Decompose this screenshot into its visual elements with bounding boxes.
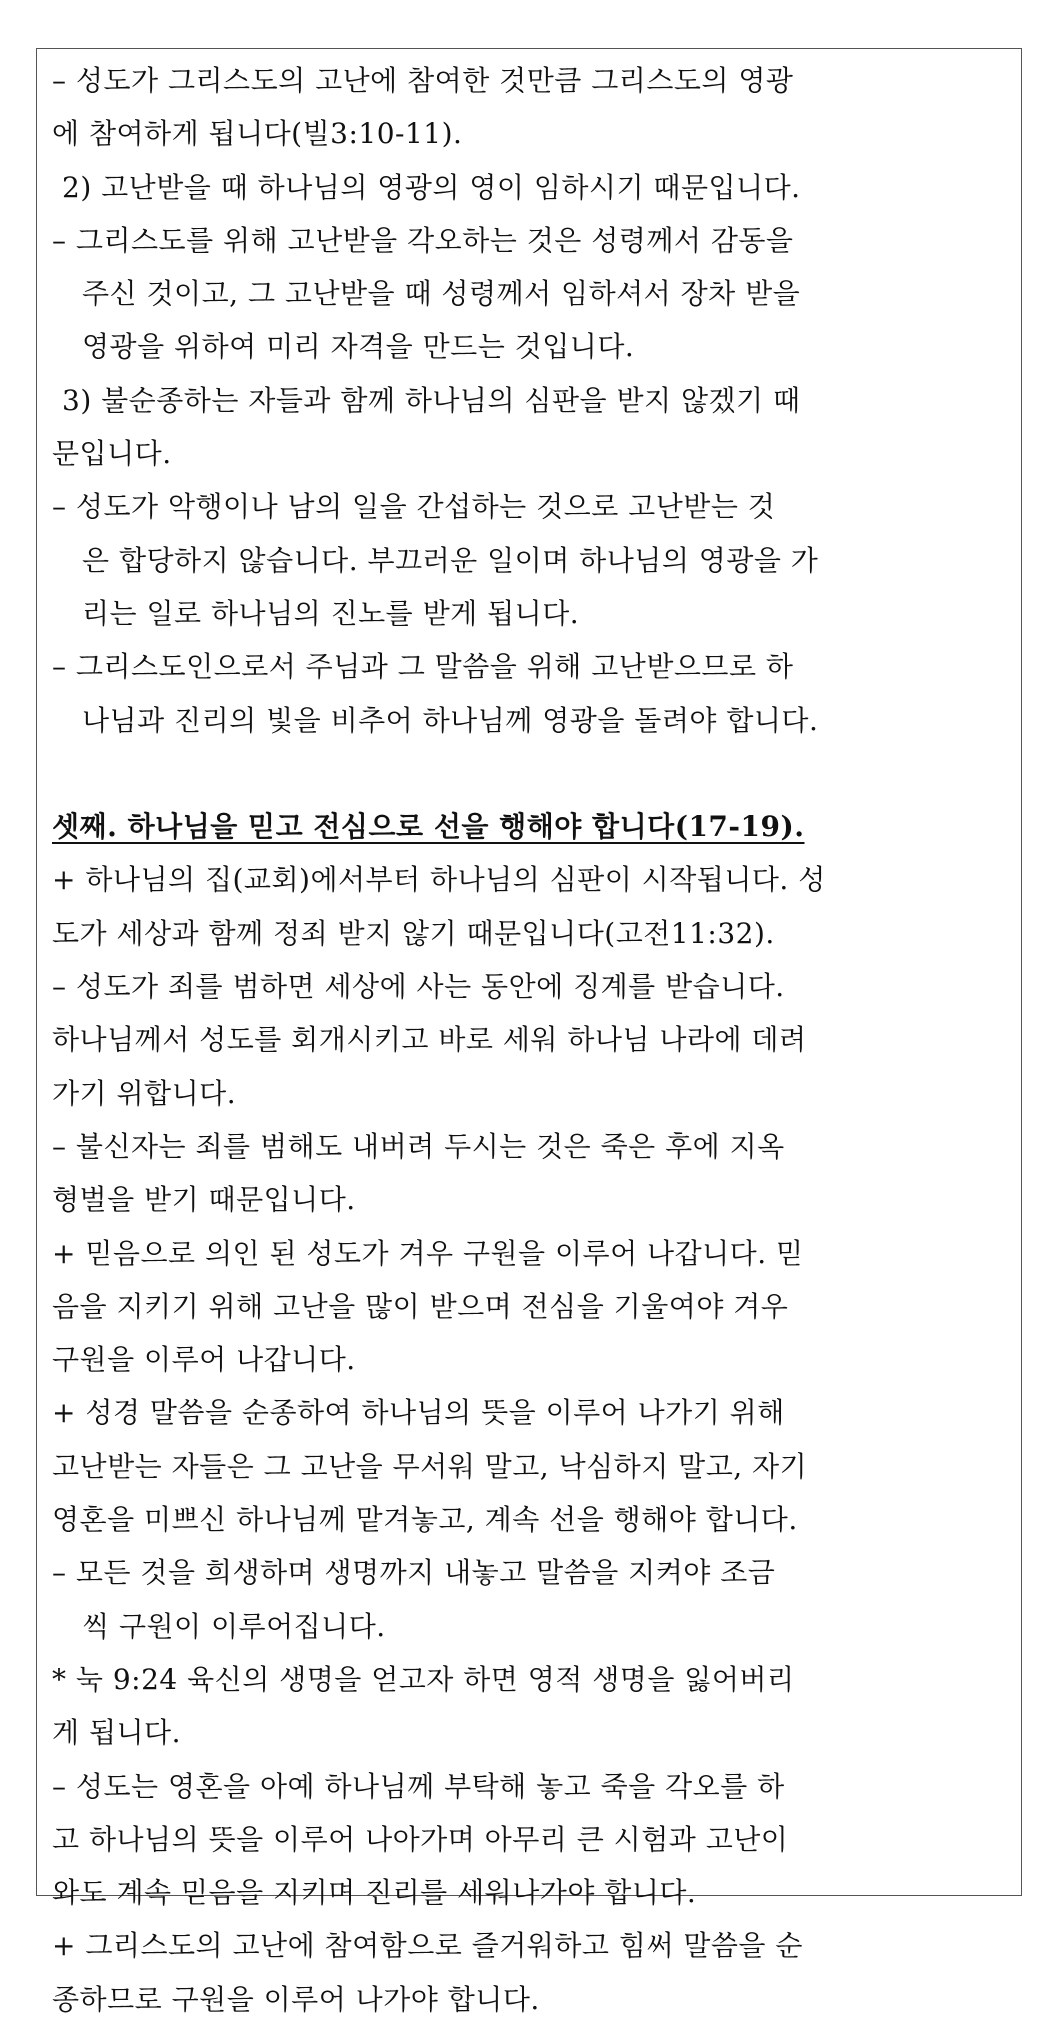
text-line: 구원을 이루어 나갑니다. bbox=[52, 1343, 356, 1377]
text-line: 종하므로 구원을 이루어 나가야 합니다. bbox=[52, 1982, 540, 2016]
text-line: 은 합당하지 않습니다. 부끄러운 일이며 하나님의 영광을 가 bbox=[82, 543, 819, 577]
section-heading: 셋째. 하나님을 믿고 전심으로 선을 행해야 합니다(17-19). bbox=[52, 810, 805, 844]
text-line: 영혼을 미쁘신 하나님께 맡겨놓고, 계속 선을 행해야 합니다. bbox=[52, 1503, 798, 1537]
text-line: 리는 일로 하나님의 진노를 받게 됩니다. bbox=[82, 596, 580, 630]
document-body bbox=[52, 54, 1004, 2026]
text-line: – 그리스도인으로서 주님과 그 말씀을 위해 고난받으므로 하 bbox=[52, 650, 794, 684]
text-line: 하나님께서 성도를 회개시키고 바로 세워 하나님 나라에 데려 bbox=[52, 1023, 807, 1057]
text-line: 3) 불순종하는 자들과 함께 하나님의 심판을 받지 않겠기 때 bbox=[62, 383, 801, 417]
text-line: 고난받는 자들은 그 고난을 무서워 말고, 낙심하지 말고, 자기 bbox=[52, 1449, 808, 1483]
text-line: + 믿음으로 의인 된 성도가 겨우 구원을 이루어 나갑니다. 믿 bbox=[52, 1236, 804, 1270]
text-line: + 그리스도의 고난에 참여함으로 즐거워하고 힘써 말씀을 순 bbox=[52, 1929, 803, 1963]
text-line: 주신 것이고, 그 고난받을 때 성령께서 임하셔서 장차 받을 bbox=[82, 277, 801, 311]
text-line: 2) 고난받을 때 하나님의 영광의 영이 임하시기 때문입니다. bbox=[62, 170, 801, 204]
text-line: – 모든 것을 희생하며 생명까지 내놓고 말씀을 지켜야 조금 bbox=[52, 1556, 776, 1590]
text-line: – 불신자는 죄를 범해도 내버려 두시는 것은 죽은 후에 지옥 bbox=[52, 1129, 785, 1163]
text-line: 나님과 진리의 빛을 비추어 하나님께 영광을 돌려야 합니다. bbox=[82, 703, 819, 737]
text-line: 에 참여하게 됩니다(빌3:10-11). bbox=[52, 117, 463, 151]
text-line: – 성도가 악행이나 남의 일을 간섭하는 것으로 고난받는 것 bbox=[52, 490, 776, 524]
text-line: 고 하나님의 뜻을 이루어 나아가며 아무리 큰 시험과 고난이 bbox=[52, 1822, 789, 1856]
text-line: * 눅 9:24 육신의 생명을 얻고자 하면 영적 생명을 잃어버리 bbox=[52, 1662, 795, 1696]
text-line: 형벌을 받기 때문입니다. bbox=[52, 1183, 356, 1217]
text-line: – 성도가 죄를 범하면 세상에 사는 동안에 징계를 받습니다. bbox=[52, 970, 785, 1004]
text-line: 와도 계속 믿음을 지키며 진리를 세워나가야 합니다. bbox=[52, 1876, 697, 1910]
text-line: + 성경 말씀을 순종하여 하나님의 뜻을 이루어 나가기 위해 bbox=[52, 1396, 785, 1430]
text-line: + 하나님의 집(교회)에서부터 하나님의 심판이 시작됩니다. 성 bbox=[52, 863, 826, 897]
text-line: 게 됩니다. bbox=[52, 1716, 181, 1750]
text-line: 씩 구원이 이루어집니다. bbox=[82, 1609, 386, 1643]
text-line: 문입니다. bbox=[52, 437, 172, 471]
text-line: 도가 세상과 함께 정죄 받지 않기 때문입니다(고전11:32). bbox=[52, 916, 775, 950]
text-line: 영광을 위하여 미리 자격을 만드는 것입니다. bbox=[82, 330, 635, 364]
text-line: – 성도는 영혼을 아예 하나님께 부탁해 놓고 죽을 각오를 하 bbox=[52, 1769, 785, 1803]
text-line: – 그리스도를 위해 고난받을 각오하는 것은 성령께서 감동을 bbox=[52, 223, 794, 257]
text-line: 음을 지키기 위해 고난을 많이 받으며 전심을 기울여야 겨우 bbox=[52, 1289, 789, 1323]
text-line: 가기 위합니다. bbox=[52, 1076, 237, 1110]
text-line: – 성도가 그리스도의 고난에 참여한 것만큼 그리스도의 영광 bbox=[52, 64, 794, 97]
blank-line bbox=[52, 747, 1004, 800]
